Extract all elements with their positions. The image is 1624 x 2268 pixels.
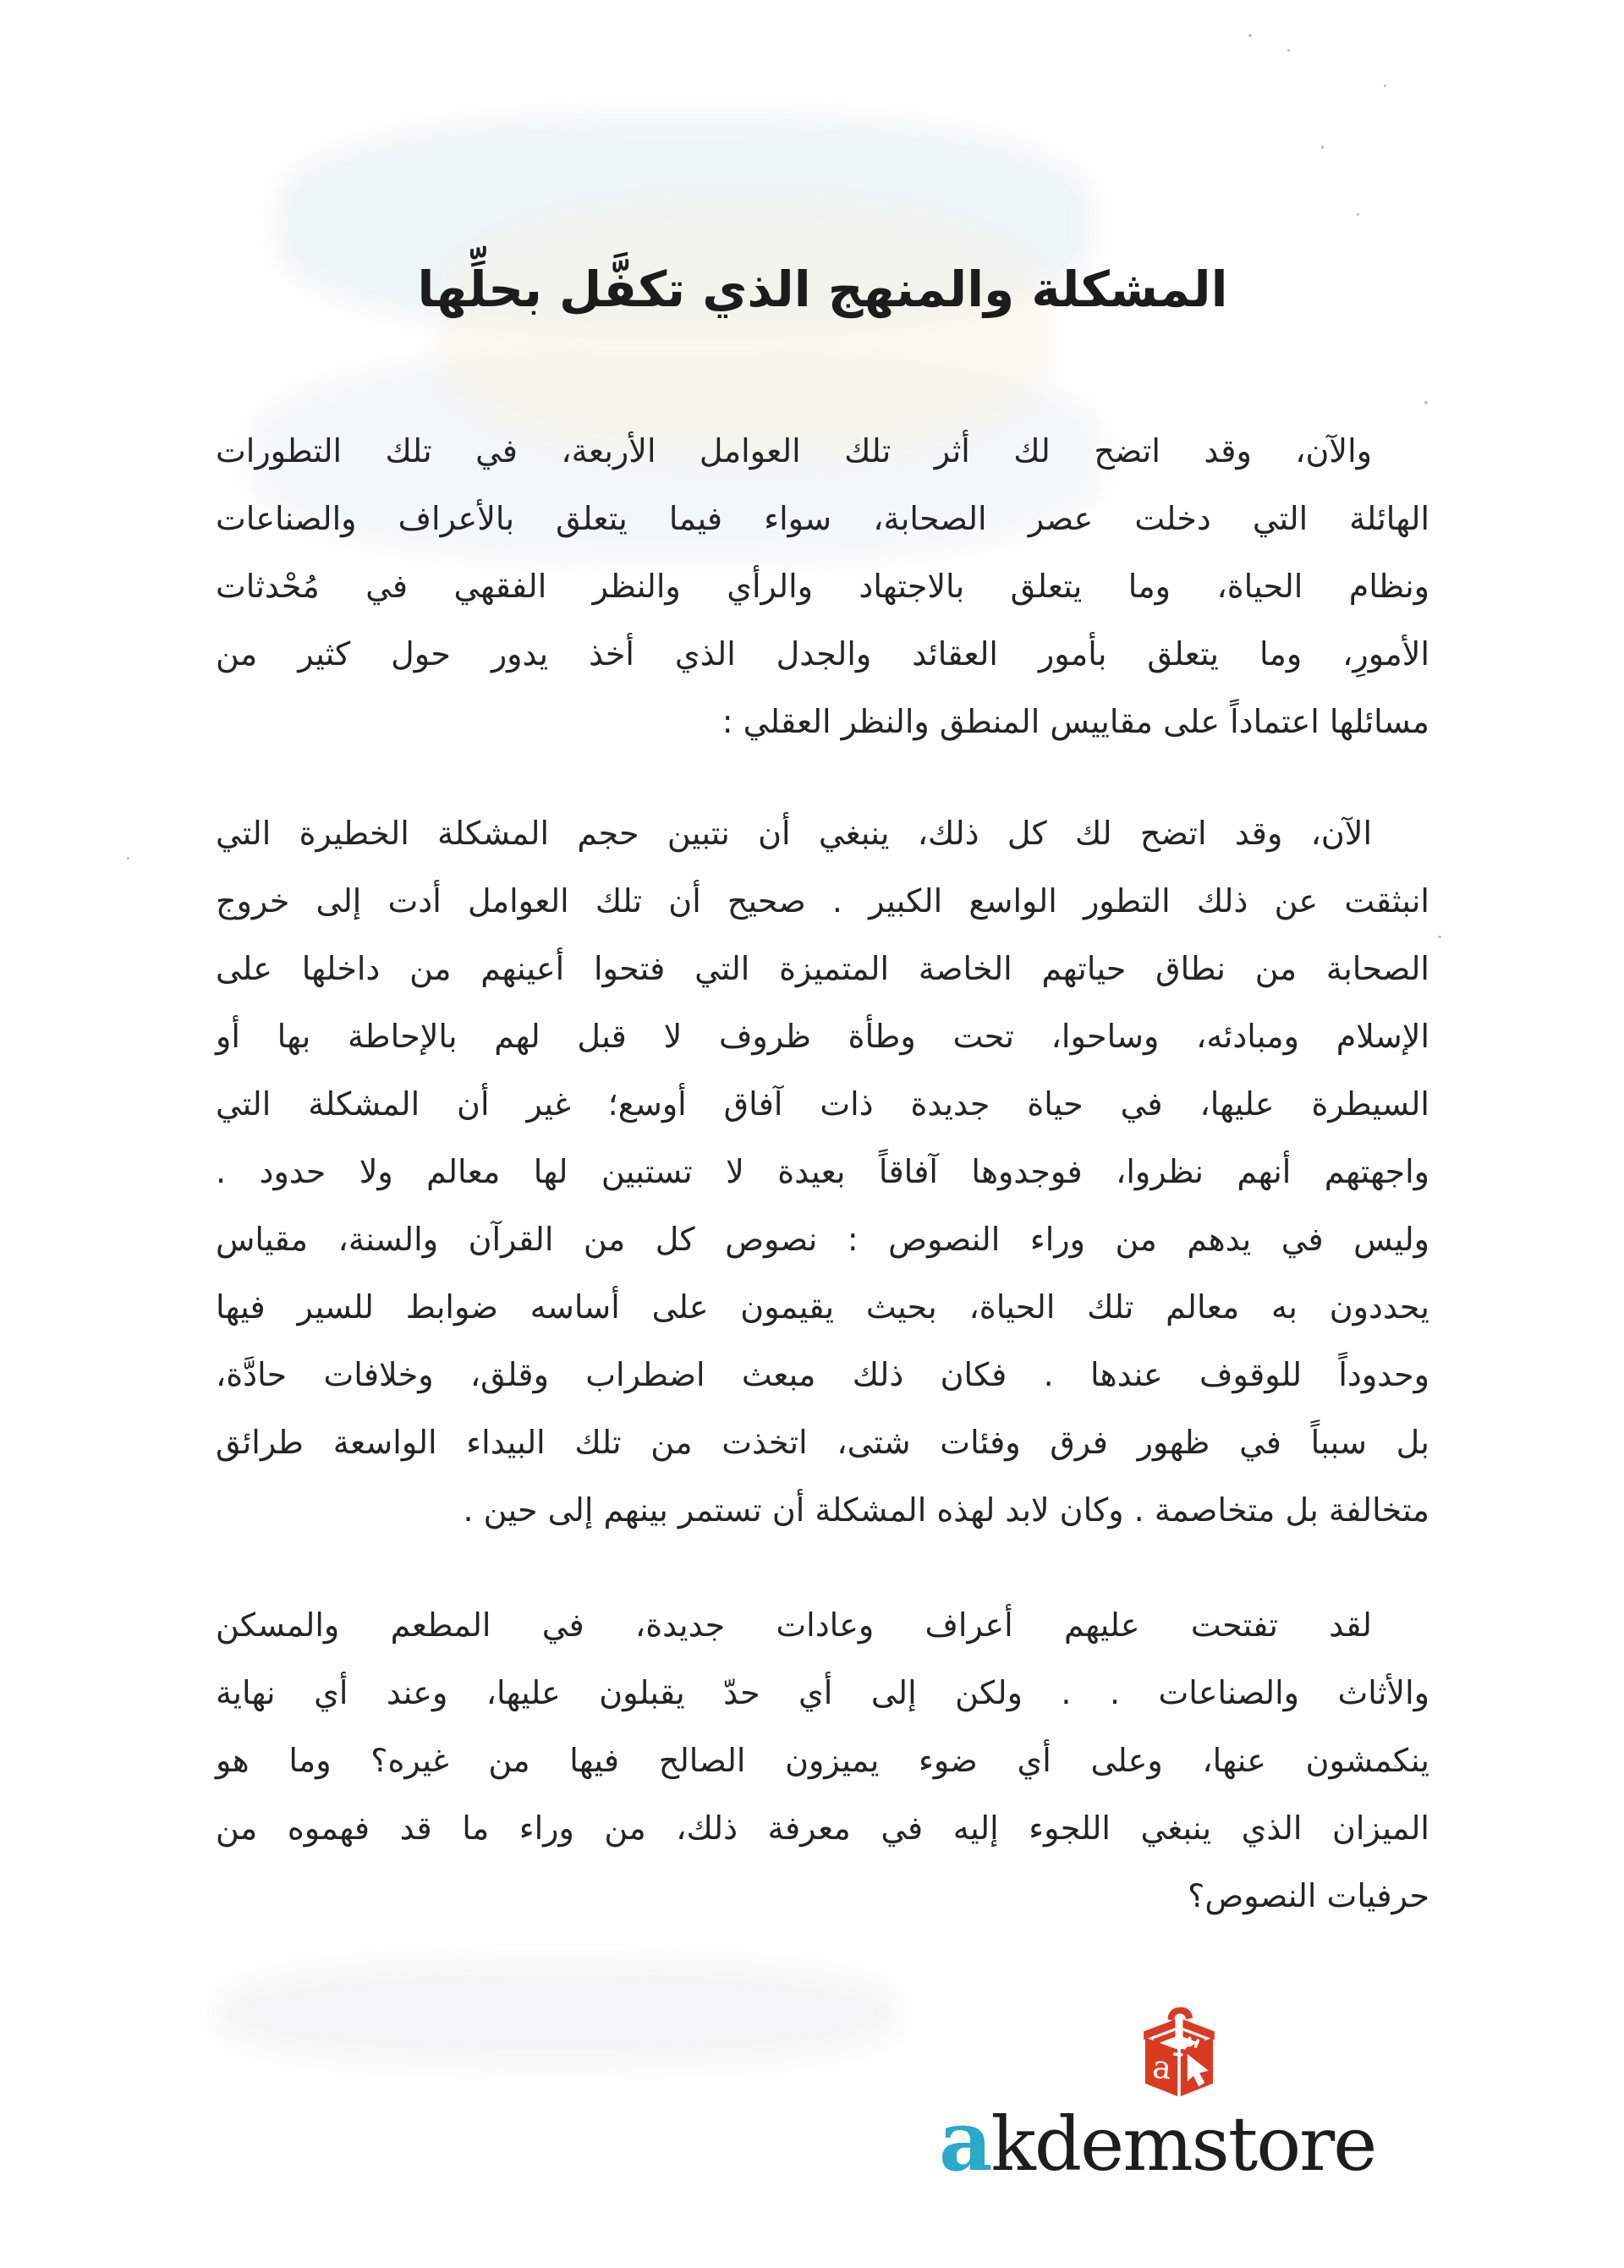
text-line: وحدوداً للوقوف عندها . فكان ذلك مبعث اضطراب وقلق، وخلافات حادَّة، [216,1355,1429,1393]
wordmark-letter-a: a [939,2093,991,2190]
text-line: الميزان الذي ينبغي اللجوء إليه في معرفة ذلك، من وراء ما قد فهموه من [216,1809,1429,1847]
scan-speck [1438,936,1441,938]
text-line: ينكمشون عنها، وعلى أي ضوء يميزون الصالح فيها من غيره؟ وما هو [216,1741,1429,1779]
text-line: الآن، وقد اتضح لك كل ذلك، ينبغي أن نتبين حجم المشكلة الخطيرة التي [216,814,1372,852]
paragraph-1 [216,417,1429,755]
text-line: والآن، وقد اتضح لك أثر تلك العوامل الأربعة، في تلك التطورات [216,431,1372,470]
text-line: الهائلة التي دخلت عصر الصحابة، سواء فيما يتعلق بالأعراف والصناعات [216,499,1429,537]
akdemstore-wordmark [939,2093,1376,2190]
text-line: بل سبباً في ظهور فرق وفئات شتى، اتخذت من تلك البيداء الواسعة طرائق [216,1423,1429,1461]
page-content [216,0,1429,1930]
scan-speck [127,857,129,859]
text-line: الصحابة من نطاق حياتهم الخاصة المتميزة التي فتحوا أعينهم من داخلها على [216,949,1429,987]
text-line: انبثقت عن ذلك التطور الواسع الكبير . صحيح أن تلك العوامل أدت إلى خروج [216,881,1429,920]
text-line: الأمورِ، وما يتعلق بأمور العقائد والجدل الذي أخذ يدور حول كثير من [216,634,1429,673]
text-line: واجهتهم أنهم نظروا، فوجدوها آفاقاً بعيدة لا تستبين لها معالم ولا حدود . [216,1152,1429,1190]
text-line: الإسلام ومبادئه، وساحوا، تحت وطأة ظروف لا قبل لهم بالإحاطة بها أو [216,1017,1429,1055]
icon-letter-a: a [1150,2047,1173,2087]
page-title: المشكلة والمنهج الذي تكفَّل بحلِّها [417,261,1228,318]
akdemstore-book-cursor-icon [1138,1995,1221,2101]
text-line: وليس في يدهم من وراء النصوص : نصوص كل من القرآن والسنة، مقياس [216,1220,1429,1258]
text-line: ونظام الحياة، وما يتعلق بالاجتهاد والرأي والنظر الفقهي في مُحْدثات [216,567,1429,605]
text-line: يحددون به معالم تلك الحياة، بحيث يقيمون على أساسه ضوابط للسير فيها [216,1288,1429,1326]
text-line: مسائلها اعتماداً على مقاييس المنطق والنظر العقلي : [721,702,1429,740]
text-line: حرفيات النصوص؟ [1188,1876,1429,1914]
paragraph-3 [216,1591,1429,1930]
paragraph-2 [216,799,1429,1544]
wordmark-rest-letters: kdemstore [990,2101,1376,2188]
akdemstore-watermark [939,1995,1376,2190]
text-line: لقد تفتحت عليهم أعراف وعادات جديدة، في المطعم والمسكن [216,1606,1372,1644]
text-line: متخالفة بل متخاصمة . وكان لابد لهذه المشكلة أن تستمر بينهم إلى حين . [463,1491,1429,1529]
text-line: والأثاث والصناعات . . ولكن إلى أي حدّ يقبلون عليها، وعند أي نهاية [216,1673,1429,1711]
text-line: السيطرة عليها، في حياة جديدة ذات آفاق أوسع؛ غير أن المشكلة التي [216,1085,1429,1123]
scan-bleedthrough-smudge [220,1963,897,2064]
